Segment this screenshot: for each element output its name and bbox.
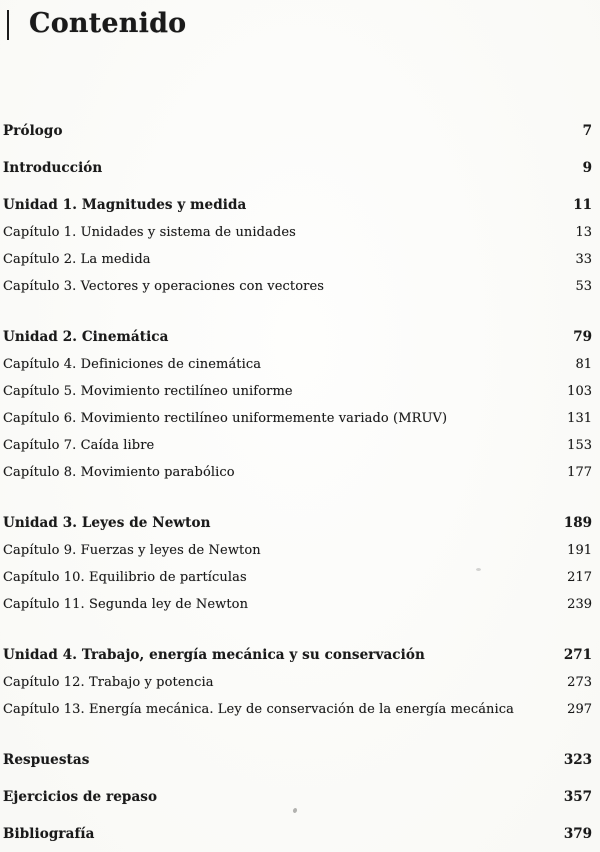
toc-entry: [3, 324, 593, 351]
toc-entry-page: 217: [567, 570, 592, 585]
toc-entry-label: Prólogo: [3, 123, 63, 139]
toc-entry: [3, 459, 593, 486]
toc-entry: [3, 118, 593, 145]
toc-entry-label: Capítulo 12. Trabajo y potencia: [3, 675, 214, 690]
page-header: [3, 8, 593, 44]
toc-entry-label: Capítulo 4. Definiciones de cinemática: [3, 357, 262, 372]
toc-entry-page: 191: [567, 543, 592, 558]
toc-entry-label: Capítulo 13. Energía mecánica. Ley de conservación de la energía mecánica: [3, 702, 515, 717]
title-divider-bar: [7, 10, 9, 40]
toc-entry-page: 357: [563, 789, 592, 805]
toc-entry-page: 79: [573, 329, 592, 345]
toc-entry-label: Capítulo 6. Movimiento rectilíneo uniformemente variado (MRUV): [3, 411, 448, 426]
page-title: Contenido: [29, 8, 187, 39]
toc-entry: [3, 405, 593, 432]
toc-entry: [3, 351, 593, 378]
toc-entry-page: 379: [563, 826, 592, 842]
toc-entry-page: 7: [582, 123, 592, 139]
toc-entry-page: 297: [567, 702, 592, 717]
toc-entry: [3, 669, 593, 696]
toc-entry-label: Capítulo 11. Segunda ley de Newton: [3, 597, 249, 612]
toc-entry-label: Capítulo 2. La medida: [3, 252, 151, 267]
scan-speck: [476, 568, 481, 571]
toc-entry-page: 131: [567, 411, 592, 426]
toc-entry-page: 9: [582, 160, 592, 176]
toc-entry-page: 273: [567, 675, 592, 690]
toc-entry: [3, 273, 593, 300]
toc-entry-page: 177: [567, 465, 592, 480]
toc-entry: [3, 155, 593, 182]
toc-entry-label: Capítulo 10. Equilibrio de partículas: [3, 570, 247, 585]
toc-entry: [3, 784, 593, 811]
toc-entry-page: 13: [575, 225, 592, 240]
toc-entry-page: 323: [563, 752, 592, 768]
toc-entry: [3, 432, 593, 459]
toc-entry: [3, 510, 593, 537]
toc-entry-label: Introducción: [3, 160, 103, 176]
toc-entry: [3, 378, 593, 405]
toc-entry-page: 153: [567, 438, 592, 453]
toc-entry-label: Capítulo 1. Unidades y sistema de unidades: [3, 225, 296, 240]
toc-entry-page: 271: [563, 647, 592, 663]
toc-entry-page: 239: [567, 597, 592, 612]
toc-entry: [3, 192, 593, 219]
table-of-contents: [3, 118, 593, 848]
toc-entry-page: 33: [575, 252, 592, 267]
toc-entry-page: 81: [575, 357, 592, 372]
toc-entry-label: Bibliografía: [3, 826, 95, 842]
toc-entry-label: Capítulo 5. Movimiento rectilíneo uniforme: [3, 384, 293, 399]
toc-entry: [3, 564, 593, 591]
toc-entry-label: Ejercicios de repaso: [3, 789, 158, 805]
toc-entry-label: Unidad 1. Magnitudes y medida: [3, 197, 247, 213]
toc-entry: [3, 591, 593, 618]
toc-entry-page: 189: [563, 515, 592, 531]
toc-entry-page: 53: [575, 279, 592, 294]
toc-entry-label: Unidad 4. Trabajo, energía mecánica y su conservación: [3, 647, 425, 663]
toc-entry-label: Capítulo 3. Vectores y operaciones con vectores: [3, 279, 325, 294]
toc-entry: [3, 696, 593, 723]
toc-entry-page: 11: [573, 197, 592, 213]
toc-entry: [3, 219, 593, 246]
toc-entry-label: Capítulo 9. Fuerzas y leyes de Newton: [3, 543, 261, 558]
toc-entry-label: Capítulo 8. Movimiento parabólico: [3, 465, 235, 480]
toc-entry-label: Unidad 3. Leyes de Newton: [3, 515, 211, 531]
toc-entry-label: Respuestas: [3, 752, 90, 768]
toc-entry-label: Capítulo 7. Caída libre: [3, 438, 155, 453]
toc-entry: [3, 747, 593, 774]
toc-entry: [3, 537, 593, 564]
toc-entry-label: Unidad 2. Cinemática: [3, 329, 169, 345]
toc-entry: [3, 246, 593, 273]
toc-entry-page: 103: [567, 384, 592, 399]
toc-entry: [3, 642, 593, 669]
toc-entry: [3, 821, 593, 848]
